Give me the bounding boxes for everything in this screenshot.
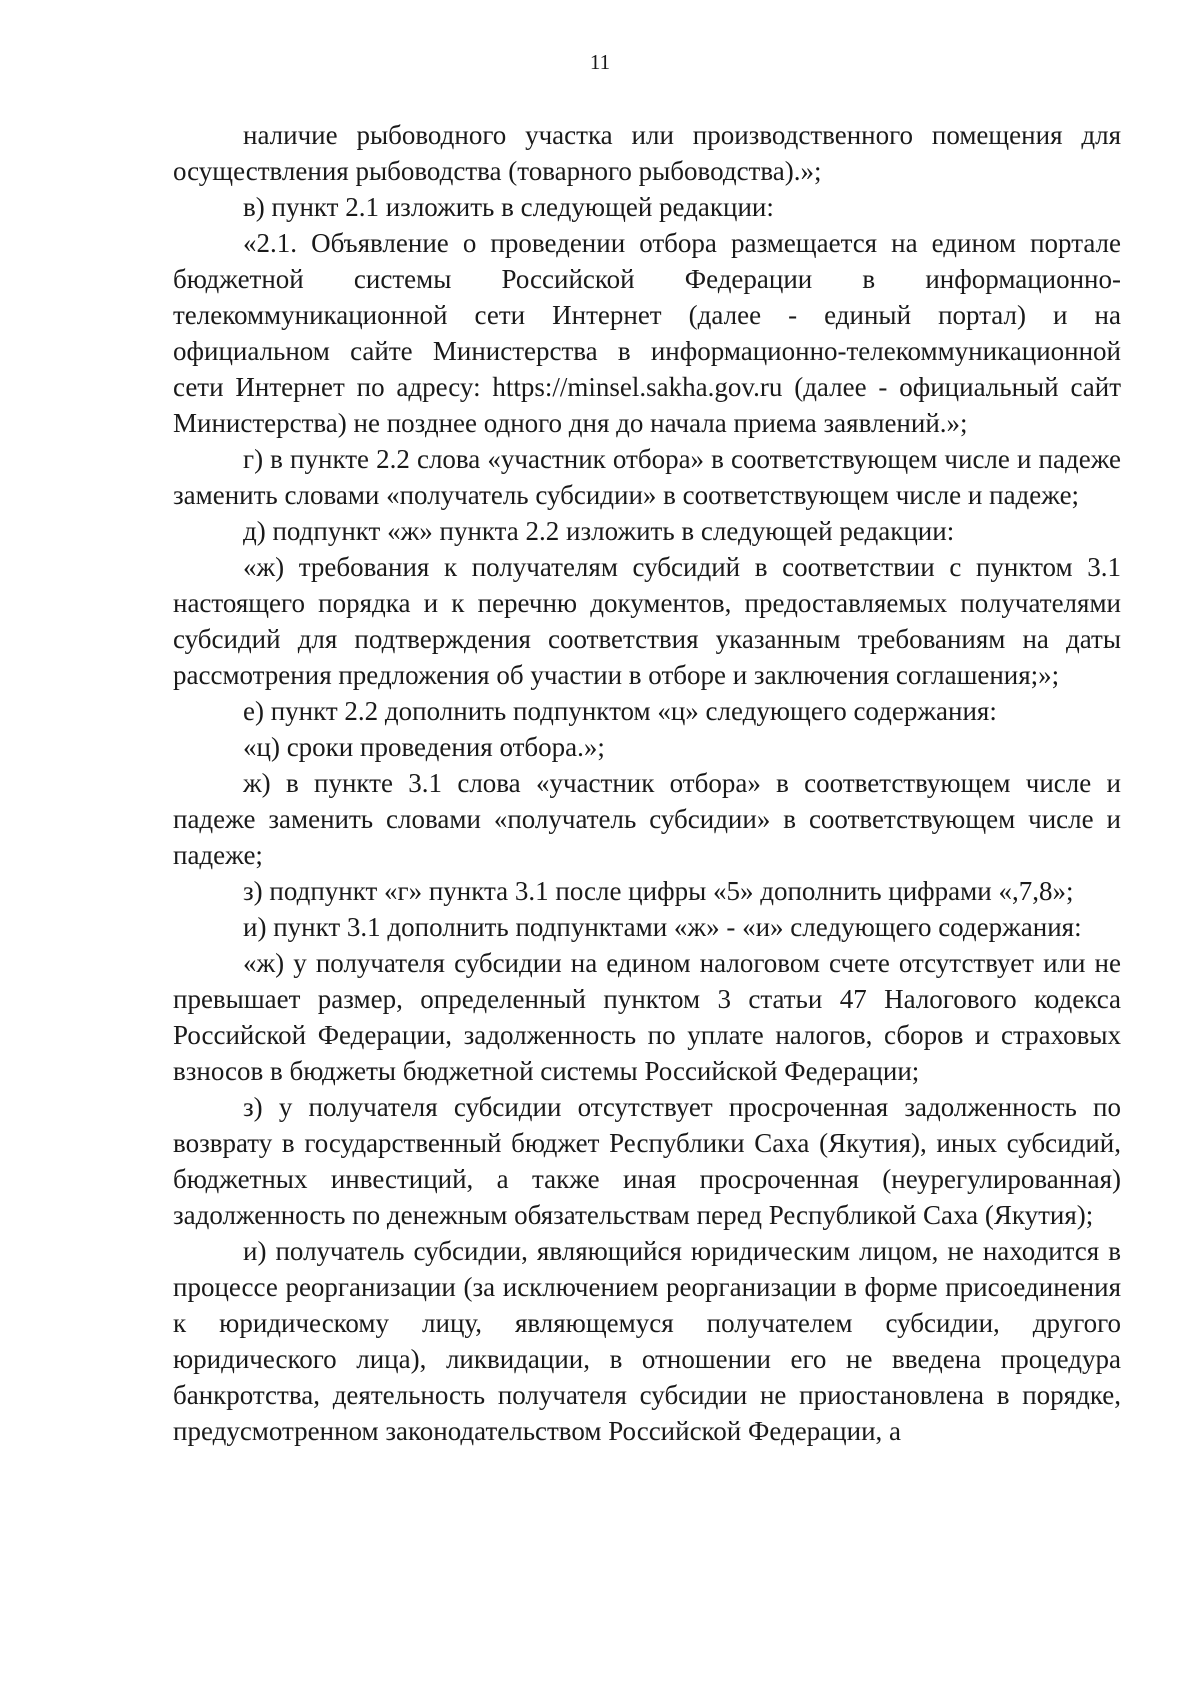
paragraph: г) в пункте 2.2 слова «участник отбора» в соответствующем числе и падеже заменить словами «получатель субсидии» в соответствующем числе и падеже; (173, 444, 1121, 510)
paragraph: в) пункт 2.1 изложить в следующей редакции: (243, 192, 774, 222)
paragraph: наличие рыбоводного участка или производственного помещения для осуществления рыбоводства (товарного рыбоводства).»; (173, 120, 1121, 186)
paragraph: и) получатель субсидии, являющийся юридическим лицом, не находится в процессе реорганизации (за исключением реорганизации в форме присоединения к юридическому лицу, являющемуся получателем субсидии, другого юридического лица), ликвидации, в отношении его не введена процедура банкротства, деятельность получателя субсидии не приостановлена в порядке, предусмотренном законодательством Российской Федерации, а (173, 1236, 1121, 1446)
paragraph: «2.1. Объявление о проведении отбора размещается на едином портале бюджетной системы Российской Федерации в информационно-телекоммуникационной сети Интернет (далее - единый портал) и на официальном сайте Министерства в информационно-телекоммуникационной сети Интернет по адресу: https://minsel.sakha.gov.ru (далее - официальный сайт Министерства) не позднее одного дня до начала приема заявлений.»; (173, 228, 1121, 438)
paragraph: «ж) требования к получателям субсидий в соответствии с пунктом 3.1 настоящего порядка и к перечню документов, предоставляемых получателями субсидий для подтверждения соответствия указанным требованиям на даты рассмотрения предложения об участии в отборе и заключения соглашения;»; (173, 552, 1121, 690)
paragraph: е) пункт 2.2 дополнить подпунктом «ц» следующего содержания: (243, 696, 997, 726)
paragraph: и) пункт 3.1 дополнить подпунктами «ж» - «и» следующего содержания: (243, 912, 1082, 942)
page-number: 11 (589, 50, 611, 74)
paragraph: «ц) сроки проведения отбора.»; (243, 732, 605, 762)
paragraph: з) подпункт «г» пункта 3.1 после цифры «5» дополнить цифрами «,7,8»; (243, 876, 1074, 906)
document-body (173, 117, 1121, 1449)
paragraph: ж) в пункте 3.1 слова «участник отбора» в соответствующем числе и падеже заменить словами «получатель субсидии» в соответствующем числе и падеже; (173, 768, 1121, 870)
paragraph: д) подпункт «ж» пункта 2.2 изложить в следующей редакции: (243, 516, 955, 546)
paragraph: «ж) у получателя субсидии на едином налоговом счете отсутствует или не превышает размер, определенный пунктом 3 статьи 47 Налогового кодекса Российской Федерации, задолженность по уплате налогов, сборов и страховых взносов в бюджеты бюджетной системы Российской Федерации; (173, 948, 1121, 1086)
paragraph: з) у получателя субсидии отсутствует просроченная задолженность по возврату в государственный бюджет Республики Саха (Якутия), иных субсидий, бюджетных инвестиций, а также иная просроченная (неурегулированная) задолженность по денежным обязательствам перед Республикой Саха (Якутия); (173, 1092, 1121, 1230)
